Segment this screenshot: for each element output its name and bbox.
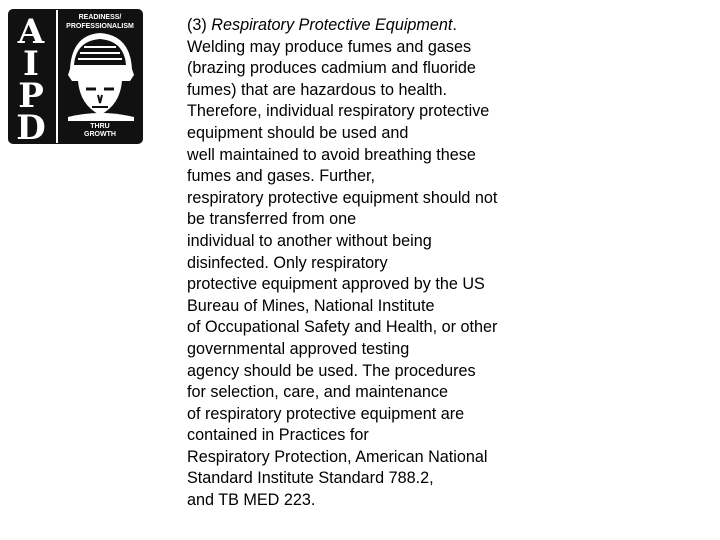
section-heading: Respiratory Protective Equipment — [211, 16, 453, 34]
text-line: individual to another without being — [187, 231, 432, 250]
text-line: (brazing produces cadmium and fluoride — [187, 59, 476, 78]
heading-line — [187, 15, 707, 37]
text-line: Therefore, individual respiratory protective — [187, 102, 490, 121]
text-line: governmental approved testing — [187, 339, 410, 358]
text-line: of respiratory protective equipment are — [187, 404, 465, 423]
text-line: and TB MED 223. — [187, 491, 316, 510]
text-line: fumes and gases. Further, — [187, 167, 376, 186]
logo-bottom-text-2: GROWTH — [84, 131, 116, 138]
logo-letter-p: P — [18, 76, 44, 116]
text-line: respiratory protective equipment should not — [187, 188, 498, 207]
logo-letter-d: D — [16, 108, 46, 144]
text-line: equipment should be used and — [187, 123, 409, 142]
logo-bottom-text-1: THRU — [90, 123, 110, 130]
text-line: Respiratory Protection, American National — [187, 447, 488, 466]
logo-top-text-1: READINESS/ — [78, 14, 122, 21]
text-line: well maintained to avoid breathing these — [187, 145, 476, 164]
aipd-logo — [8, 9, 143, 144]
text-line: of Occupational Safety and Health, or other — [187, 318, 498, 337]
text-line: Bureau of Mines, National Institute — [187, 296, 435, 315]
text-line: disinfected. Only respiratory — [187, 253, 388, 272]
text-line: Standard Institute Standard 788.2, — [187, 469, 434, 488]
text-line: fumes) that are hazardous to health. — [187, 80, 448, 99]
logo-letter-i: I — [23, 44, 39, 84]
logo-top-text-2: PROFESSIONALISM — [66, 23, 134, 30]
text-line: agency should be used. The procedures — [187, 361, 476, 380]
heading-period: . — [452, 16, 457, 34]
logo-letter-a: A — [17, 12, 45, 52]
body-text — [187, 15, 707, 512]
text-line: be transferred from one — [187, 210, 357, 229]
text-line: for selection, care, and maintenance — [187, 383, 448, 402]
section-number: (3) — [187, 16, 212, 34]
text-line: Welding may produce fumes and gases — [187, 37, 472, 56]
text-line: protective equipment approved by the US — [187, 275, 485, 294]
text-line: contained in Practices for — [187, 426, 369, 445]
